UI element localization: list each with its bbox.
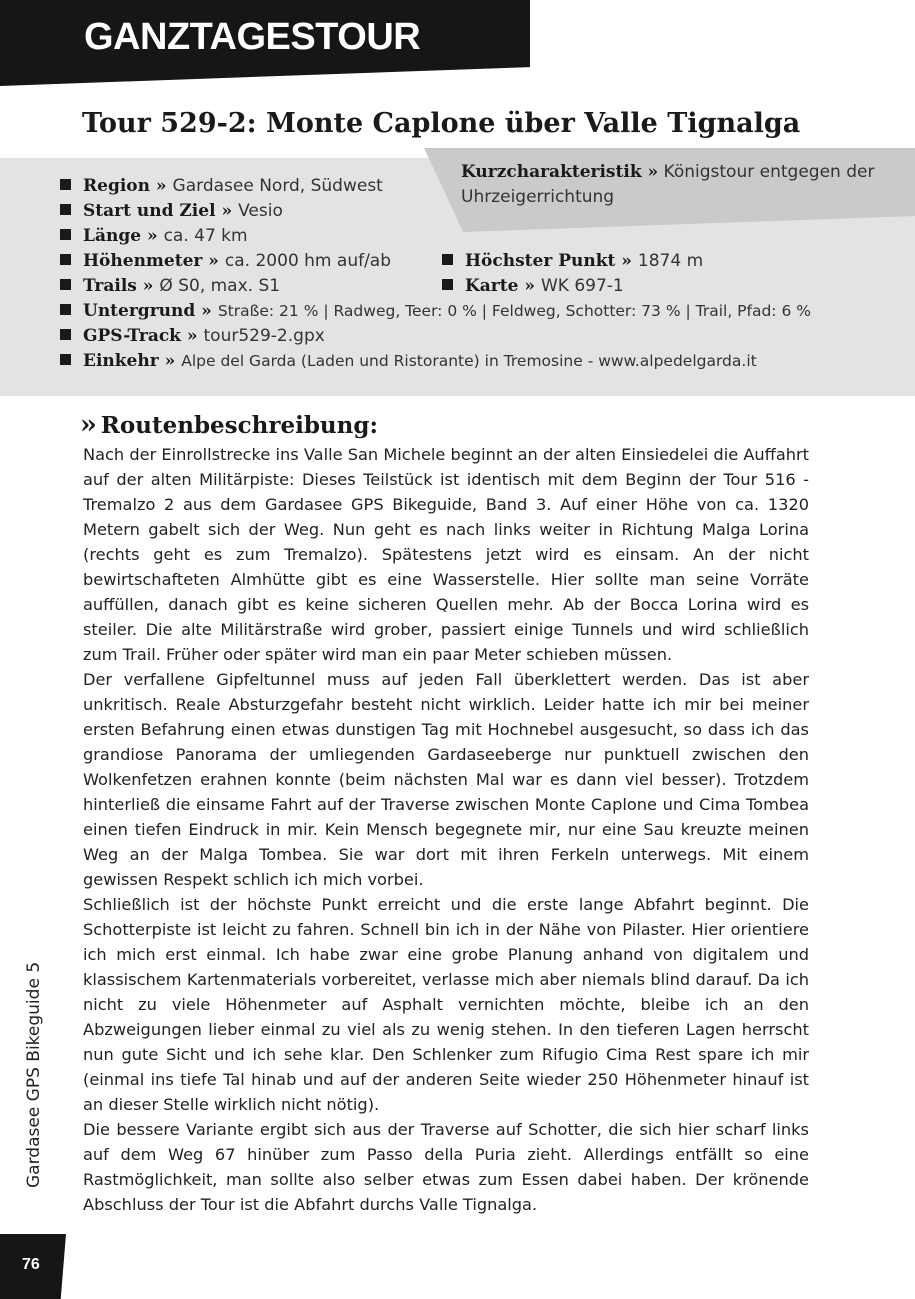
info-value: Vesio [238, 201, 283, 221]
info-value: 1874 m [637, 251, 704, 271]
route-paragraph: Schließlich ist der höchste Punkt erreicht und die erste lange Abfahrt beginnt. Die Schotterpiste ist leicht zu fahren. Schnell bin ich in der Nähe von Pilaster. Hier orientiere ich mich erst einmal. Ich habe zwar eine grobe Planung anhand von digitalem und klassischem Kartenmaterials vorbereitet, verlasse mich aber niemals blind darauf. Da ich nicht zu viele Höhenmeter auf Asphalt vernichten möchte, bleibe ich an den Abzweigungen lieber einmal zu viel als zu wenig stehen. In den tieferen Lagen herrscht nun gute Sicht und ich sehe klar. Den Schlenker zum Rifugio Cima Rest spare ich mir (einmal ins tiefe Tal hinab und auf der anderen Seite wieder 250 Höhenmeter hinauf ist an dieser Stelle wirklich nicht nötig). [83, 895, 809, 1114]
info-value: Ø S0, max. S1 [159, 276, 281, 296]
tour-title: Tour 529-2: Monte Caplone über Valle Tignalga [82, 108, 801, 139]
info-hoechster-punkt [442, 249, 703, 274]
section-label: GANZTAGESTOUR [84, 16, 421, 58]
route-paragraph: Nach der Einrollstrecke ins Valle San Michele beginnt an der alten Einsiedelei die Auffahrt auf der alten Militärpiste: Dieses Teilstück ist identisch mit dem Beginn der Tour 516 - Tremalzo 2 aus dem Gardasee GPS Bikeguide, Band 3. Auf einer Höhe von ca. 1320 Metern gabelt sich der Weg. Nun geht es nach links weiter in Richtung Malga Lorina (rechts geht es zum Tremalzo). Spätestens jetzt wird es einsam. An der nicht bewirtschafteten Almhütte gibt es eine Wasserstelle. Hier sollte man seine Vorräte auffüllen, danach gibt es keine sicheren Quellen mehr. Ab der Bocca Lorina wird es steiler. Die alte Militärstraße wird grober, passiert einige Tunnels und wird schließlich zum Trail. Früher oder später wird man ein paar Meter schieben müssen. [83, 445, 809, 664]
bullet-square-icon [60, 304, 71, 315]
bullet-square-icon [442, 254, 453, 265]
info-value: WK 697-1 [540, 276, 624, 296]
info-karte [442, 274, 624, 299]
info-value: ca. 2000 hm auf/ab [224, 251, 392, 271]
info-value: Alpe del Garda (Laden und Ristorante) in Tremosine - www.alpedelgarda.it [181, 352, 757, 370]
kurzcharakteristik-value: Königstour entgegen der Uhrzeigerrichtung [461, 162, 875, 207]
bullet-square-icon [60, 254, 71, 265]
info-einkehr [60, 349, 757, 374]
double-chevron-icon: ›› [80, 410, 93, 440]
info-region [60, 174, 383, 199]
route-paragraph: Der verfallene Gipfeltunnel muss auf jeden Fall überklettert werden. Das ist aber unkritisch. Reale Absturzgefahr besteht nicht wirklich. Leider hatte ich mir bei meiner ersten Befahrung einen etwas dunstigen Tag mit Hochnebel ausgesucht, so dass ich das grandiose Panorama der umliegenden Gardaseeberge nur punktuell zwischen den Wolkenfetzen erahnen konnte (beim nächsten Mal war es dann viel besser). Trotzdem hinterließ die einsame Fahrt auf der Traverse zwischen Monte Caplone und Cima Tombea einen tiefen Eindruck in mir. Kein Mensch begegnete mir, nur eine Sau kreuzte meinen Weg an der Malga Tombea. Sie war dort mit ihren Ferkeln unterwegs. Mit einem gewissen Respekt schlich ich mich vorbei. [83, 670, 809, 889]
kurzcharakteristik [461, 160, 881, 210]
info-label: Untergrund » [83, 301, 212, 321]
info-label: Karte » [465, 276, 535, 296]
info-label: Höhenmeter » [83, 251, 219, 271]
info-hoehenmeter [60, 249, 391, 274]
kurzcharakteristik-label: Kurzcharakteristik » [461, 162, 659, 182]
info-laenge [60, 224, 248, 249]
info-untergrund [60, 299, 811, 324]
bullet-square-icon [60, 204, 71, 215]
info-label: Länge » [83, 226, 158, 246]
bullet-square-icon [60, 279, 71, 290]
info-value: ca. 47 km [163, 226, 248, 246]
info-value: Gardasee Nord, Südwest [172, 176, 383, 196]
info-label: Einkehr » [83, 351, 176, 371]
info-value: Straße: 21 % | Radweg, Teer: 0 % | Feldweg, Schotter: 73 % | Trail, Pfad: 6 % [217, 302, 811, 320]
route-heading [80, 410, 378, 440]
bullet-square-icon [442, 279, 453, 290]
bullet-square-icon [60, 329, 71, 340]
page-number: 76 [22, 1256, 40, 1273]
info-label: GPS-Track » [83, 326, 198, 346]
bullet-square-icon [60, 229, 71, 240]
bullet-square-icon [60, 354, 71, 365]
book-title-side-label: Gardasee GPS Bikeguide 5 [24, 961, 44, 1188]
info-label: Region » [83, 176, 167, 196]
info-trails [60, 274, 280, 299]
bullet-square-icon [60, 179, 71, 190]
info-label: Trails » [83, 276, 154, 296]
route-heading-text: Routenbeschreibung: [100, 412, 378, 439]
info-start-ziel [60, 199, 283, 224]
info-gps-track [60, 324, 325, 349]
info-value: tour529-2.gpx [203, 326, 325, 346]
route-description [83, 442, 809, 1217]
info-label: Start und Ziel » [83, 201, 233, 221]
route-paragraph: Die bessere Variante ergibt sich aus der Traverse auf Schotter, die sich hier scharf links auf dem Weg 67 hinüber zum Passo della Puria zieht. Allerdings entfällt so eine Rastmöglichkeit, man sollte also selber etwas zum Essen dabei haben. Der krönende Abschluss der Tour ist die Abfahrt durchs Valle Tignalga. [83, 1120, 809, 1214]
info-label: Höchster Punkt » [465, 251, 632, 271]
